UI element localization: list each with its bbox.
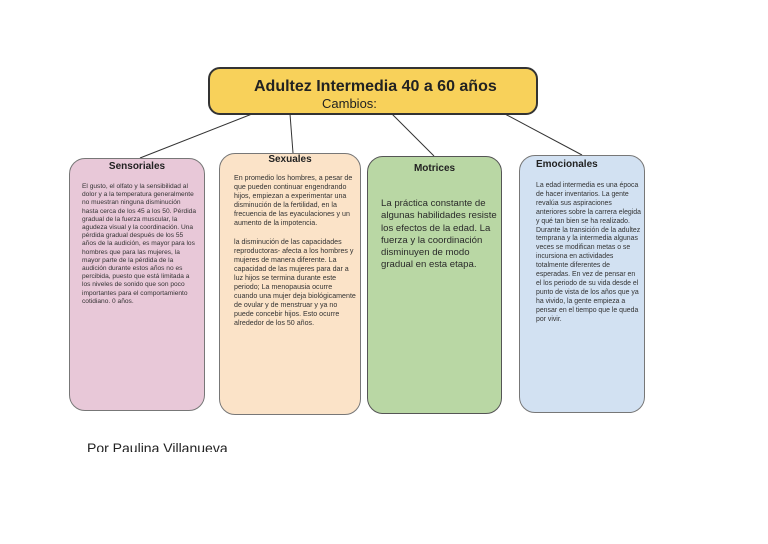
box-sexuales-paragraph-2: la disminución de las capacidades reproductoras- afecta a los hombres y mujeres de manera diferente. La capacidad de las mujeres para dar a luz hijos se termina durante este periodo; La menopausia ocurre cuando una mujer deja biológicamente de ovular y de menstruar y ya no puede concebir hijos. Esto ocurre alrededor de los 50 años. [234, 237, 356, 328]
diagram-title: Adultez Intermedia 40 a 60 años [254, 78, 497, 95]
box-motrices-heading: Motrices [413, 163, 456, 174]
connector-sensoriales [140, 114, 252, 158]
connector-emocionales [505, 114, 582, 155]
box-emocionales-heading: Emocionales [536, 159, 598, 170]
box-sensoriales-text: El gusto, el olfato y la sensibilidad al dolor y a la temperatura generalmente no muestran ninguna disminución hasta cerca de los 45 a los 50. Pérdida gradual de la fuerza muscular, la agudeza visual y la coordinación. Una pérdida gradual después de los 55 años de la audición, es mayor para los hombres que para las mujeres, la mayor parte de la pérdida de la audición durante estos años no es percibida, puesto que está limitada a los niveles de sonido que son poco importantes para el comportamiento cotidiano. 0 años. [82, 183, 196, 305]
box-sexuales-text [234, 174, 356, 329]
diagram-subtitle: Cambios: [322, 96, 377, 111]
box-sexuales [219, 153, 361, 415]
box-sexuales-heading: Sexuales [268, 154, 312, 165]
box-emocionales-text: La edad intermedia es una época de hacer inventarios. La gente revalúa sus aspiraciones anteriores sobre la carrera elegida y qué tan bien se ha realizado. Durante la transición de la adultez temprana y la intermedia algunas veces se modifican metas o se incursiona en actividades totalmente diferentes de esperadas. En vez de pensar en el los periodo de su vida desde el punto de vista de los años que ya ha vivido, la gente empieza a pensar en el tiempo que le queda por vivir. [536, 182, 641, 323]
box-sensoriales-heading: Sensoriales [108, 161, 166, 172]
box-sexuales-paragraph-1: En promedio los hombres, a pesar de que pueden continuar engendrando hijos, empiezan a experimentar una disminución de la fertilidad, en la frecuencia de las eyaculaciones y un aumento de la impotencia. [234, 174, 353, 228]
connector-motrices [392, 114, 434, 156]
author-credit: Por Paulina Villanueva [87, 440, 228, 452]
box-emocionales [519, 155, 645, 413]
title-box [208, 67, 538, 115]
box-sensoriales [69, 158, 205, 411]
box-motrices [367, 156, 502, 414]
box-motrices-text: La práctica constante de algunas habilidades resiste los efectos de la edad. La fuerza y la coordinación disminuyen de modo gradual en esta etapa. [381, 198, 497, 271]
connector-sexuales [290, 114, 293, 153]
